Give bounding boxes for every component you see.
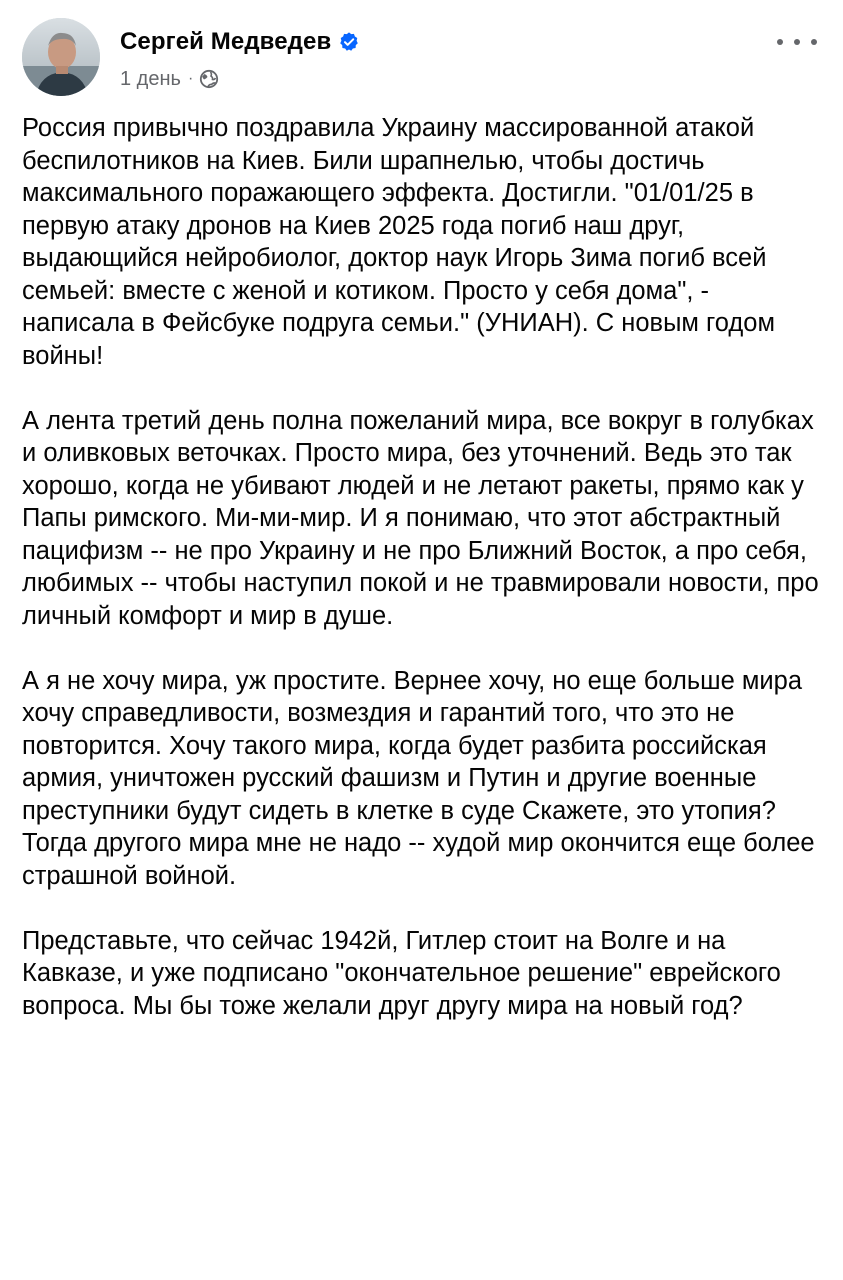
post-paragraph-1: Россия привычно поздравила Украину массированной атакой беспилотников на Киев. Били шрапнелью, чтобы достичь максимального поражающего эффекта. Достигли. "01/01/25 в первую атаку дронов на Киев 2025 года погиб наш друг, выдающийся нейробиолог, доктор наук Игорь Зима погиб всей семьей: вместе с женой и котиком. Просто у себя дома", - написала в Фейсбуке подруга семьи." (УНИАН). С новым годом войны! [22,114,775,370]
post-header [22,18,821,96]
post-paragraph-4: Представьте, что сейчас 1942й, Гитлер стоит на Волге и на Кавказе, и уже подписано "окончательное решение" еврейского вопроса. Мы бы тоже желали друг другу мира на новый год? [22,926,781,1020]
author-avatar[interactable] [22,18,100,96]
avatar-photo [22,18,100,96]
author-name-row [120,24,360,60]
post-timestamp[interactable]: 1 день [120,67,181,90]
more-dot [794,39,800,45]
globe-icon[interactable] [199,69,219,89]
post-meta [120,64,219,94]
author-name[interactable]: Сергей Медведев [120,28,332,55]
meta-separator: · [187,70,194,87]
post-body [22,112,827,1055]
verified-badge-icon [338,31,360,53]
post-paragraph-3: А я не хочу мира, уж простите. Вернее хочу, но еще больше мира хочу справедливости, возмездия и гарантий того, что это не повторится. Хочу такого мира, когда будет разбита российская армия, уничтожен русский фашизм и Путин и другие военные преступники будут сидеть в клетке в суде Скажете, это утопия? Тогда другого мира мне не надо -- худой мир окончится еще более страшной войной. [22,666,815,890]
more-dot [777,39,783,45]
more-options-icon[interactable] [777,30,817,54]
more-dot [811,39,817,45]
post-paragraph-2: А лента третий день полна пожеланий мира, все вокруг в голубках и оливковых веточках. Просто мира, без уточнений. Ведь это так хорошо, когда не убивают людей и не летают ракеты, прямо как у Папы римского. Ми-ми-мир. И я понимаю, что этот абстрактный пацифизм -- не про Украину и не про Ближний Восток, а про себя, любимых -- чтобы наступил покой и не травмировали новости, про личный комфорт и мир в душе. [22,406,819,630]
